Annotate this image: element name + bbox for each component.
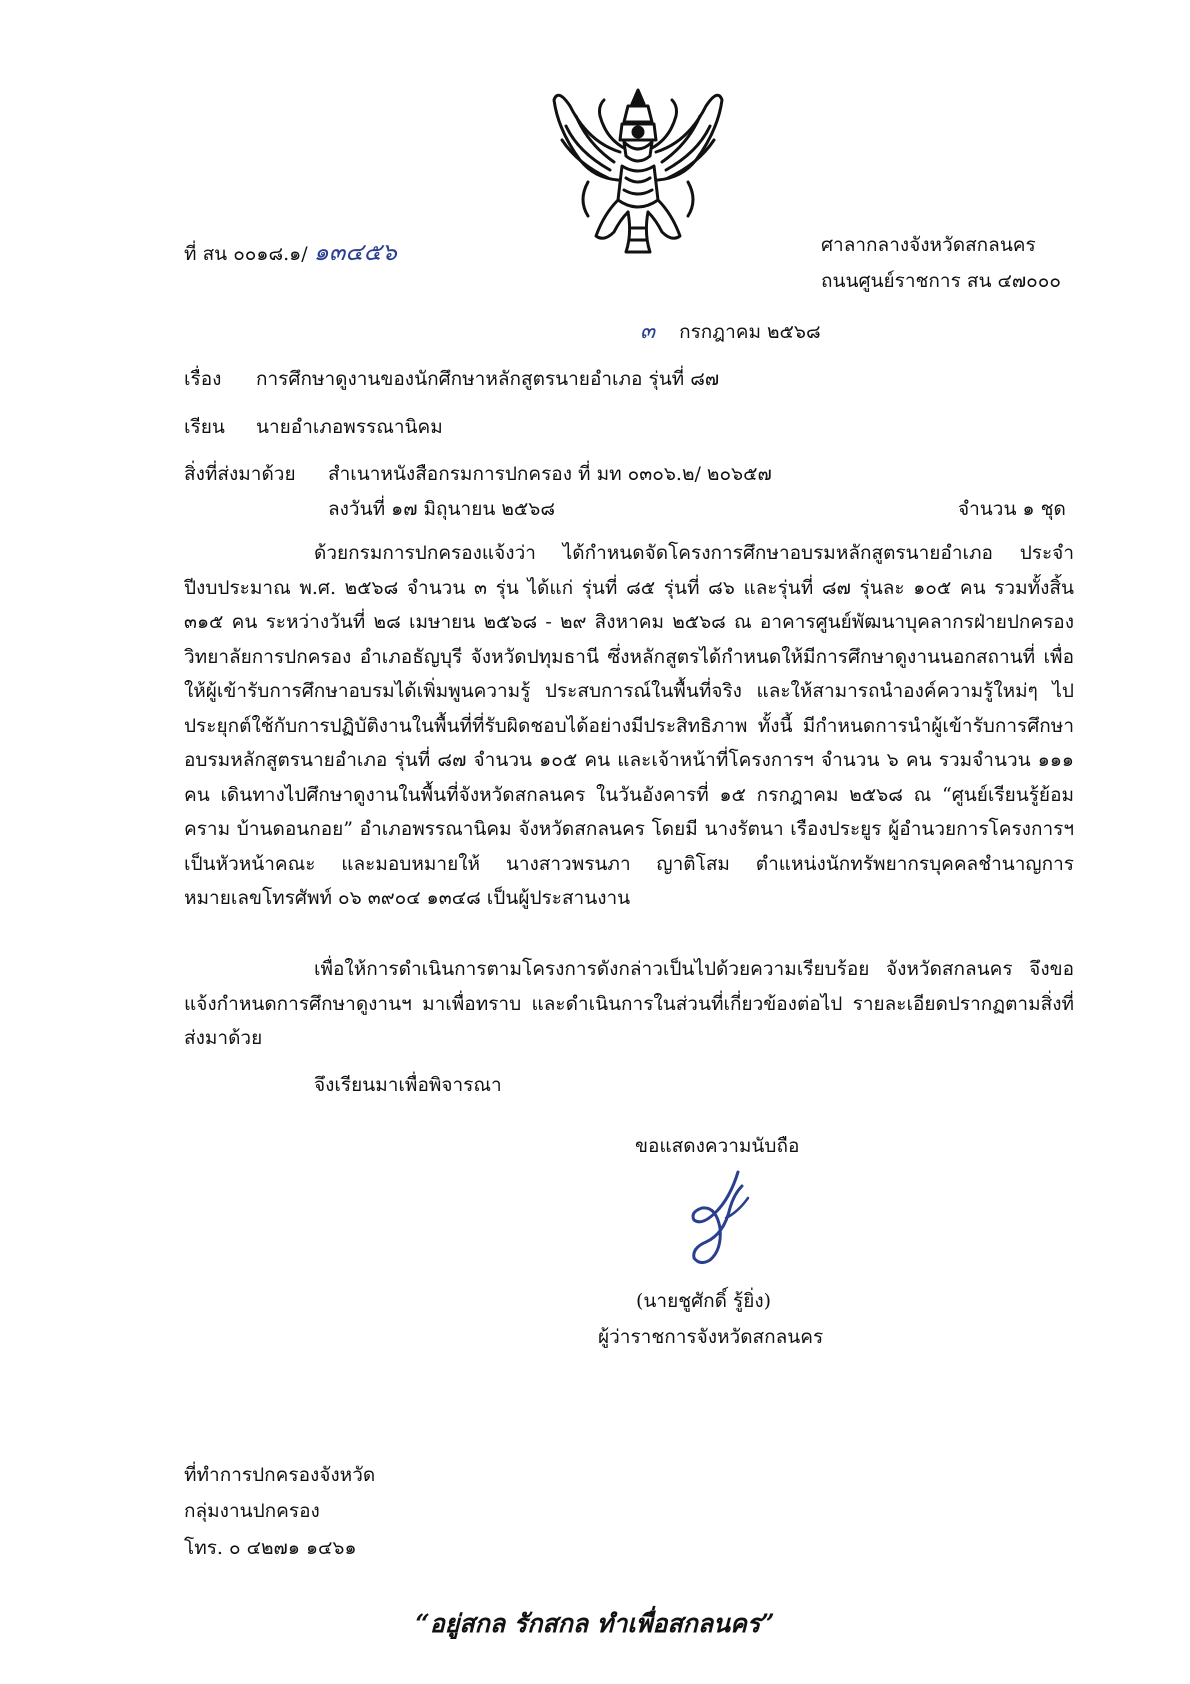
footer-phone: โทร. ๐ ๔๒๗๑ ๑๔๖๑ xyxy=(184,1537,357,1559)
footer-department: ที่ทำการปกครองจังหวัด xyxy=(184,1464,376,1486)
subject-text: การศึกษาดูงานของนักศึกษาหลักสูตรนายอำเภอ รุ่นที่ ๘๗ xyxy=(256,368,720,390)
reference-number xyxy=(184,238,397,267)
office-name: ศาลากลางจังหวัดสกลนคร xyxy=(821,234,1036,256)
reference-prefix: ที่ สน ๐๐๑๘.๑/ xyxy=(184,243,308,265)
to-label: เรียน xyxy=(184,416,225,438)
footer-section: กลุ่มงานปกครอง xyxy=(184,1500,320,1522)
province-motto: “อยู่สกล รักสกล ทำเพื่อสกลนคร” xyxy=(415,1609,775,1638)
enclosure-line-1: สำเนาหนังสือกรมการปกครอง ที่ มท ๐๓๐๖.๒/ ๒๐๖๕๗ xyxy=(328,463,772,485)
body-paragraph-1: ด้วยกรมการปกครองแจ้งว่า ได้กำหนดจัดโครงการศึกษาอบรมหลักสูตรนายอำเภอ ประจำปีงบประมาณ พ.ศ. ๒๕๖๘ จำนวน ๓ รุ่น ได้แก่ รุ่นที่ ๘๕ รุ่นที่ ๘๖ และรุ่นที่ ๘๗ รุ่นละ ๑๐๕ คน รวมทั้งสิ้น ๓๑๕ คน ระหว่างวันที่ ๒๘ เมษายน ๒๕๖๘ - ๒๙ สิงหาคม ๒๕๖๘ ณ อาคารศูนย์พัฒนาบุคลากรฝ่ายปกครอง วิทยาลัยการปกครอง อำเภอธัญบุรี จังหวัดปทุมธานี ซึ่งหลักสูตรได้กำหนดให้มีการศึกษาดูงานนอกสถานที่ เพื่อให้ผู้เข้ารับการศึกษาอบรมได้เพิ่มพูนความรู้ ประสบการณ์ในพื้นที่จริง และให้สามารถนำองค์ความรู้ใหม่ๆ ไปประยุกต์ใช้กับการปฏิบัติงานในพื้นที่ที่รับผิดชอบได้อย่างมีประสิทธิภาพ ทั้งนี้ มีกำหนดการนำผู้เข้ารับการศึกษาอบรมหลักสูตรนายอำเภอ รุ่นที่ ๘๗ จำนวน ๑๐๕ คน และเจ้าหน้าที่โครงการฯ จำนวน ๖ คน รวมจำนวน ๑๑๑ คน เดินทางไปศึกษาดูงานในพื้นที่จังหวัดสกลนคร ในวันอังคารที่ ๑๕ กรกฎาคม ๒๕๖๘ ณ “ศูนย์เรียนรู้ย้อมคราม บ้านดอนกอย” อำเภอพรรณานิคม จังหวัดสกลนคร โดยมี นางรัตนา เรืองประยูร ผู้อำนวยการโครงการฯ เป็นหัวหน้าคณะ และมอบหมายให้ นางสาวพรนภา ญาติโสม ตำแหน่งนักทรัพยากรบุคคลชำนาญการ หมายเลขโทรศัพท์ ๐๖ ๓๙๐๔ ๑๓๔๘ เป็นผู้ประสานงาน xyxy=(184,542,1074,909)
enclosure-label: สิ่งที่ส่งมาด้วย xyxy=(184,463,296,485)
handwritten-signature-icon xyxy=(680,1168,770,1268)
date-day-handwritten: ๓ xyxy=(640,319,656,344)
enclosure-count: จำนวน ๑ ชุด xyxy=(958,498,1066,520)
signatory-position: ผู้ว่าราชการจังหวัดสกลนคร xyxy=(598,1326,824,1348)
enclosure-line-2: ลงวันที่ ๑๗ มิถุนายน ๒๕๖๘ xyxy=(328,498,555,520)
subject-label: เรื่อง xyxy=(184,368,222,390)
salutation: ขอแสดงความนับถือ xyxy=(635,1135,800,1157)
date-month-year: กรกฎาคม ๒๕๖๘ xyxy=(679,321,821,343)
letter-date xyxy=(640,319,821,345)
closing-request: จึงเรียนมาเพื่อพิจารณา xyxy=(314,1074,502,1096)
reference-handwritten-number: ๑๓๔๕๖ xyxy=(313,238,397,266)
garuda-emblem-icon xyxy=(548,82,728,262)
body-paragraph-2: เพื่อให้การดำเนินการตามโครงการดังกล่าวเป็นไปด้วยความเรียบร้อย จังหวัดสกลนคร จึงขอแจ้งกำหนดการศึกษาดูงานฯ มาเพื่อทราบ และดำเนินการในส่วนที่เกี่ยวข้องต่อไป รายละเอียดปรากฏตามสิ่งที่ส่งมาด้วย xyxy=(184,958,1074,1049)
office-address: ถนนศูนย์ราชการ สน ๔๗๐๐๐ xyxy=(821,270,1061,292)
to-text: นายอำเภอพรรณานิคม xyxy=(256,416,443,438)
signatory-name: (นายชูศักดิ์ รู้ยิ่ง) xyxy=(636,1290,772,1312)
